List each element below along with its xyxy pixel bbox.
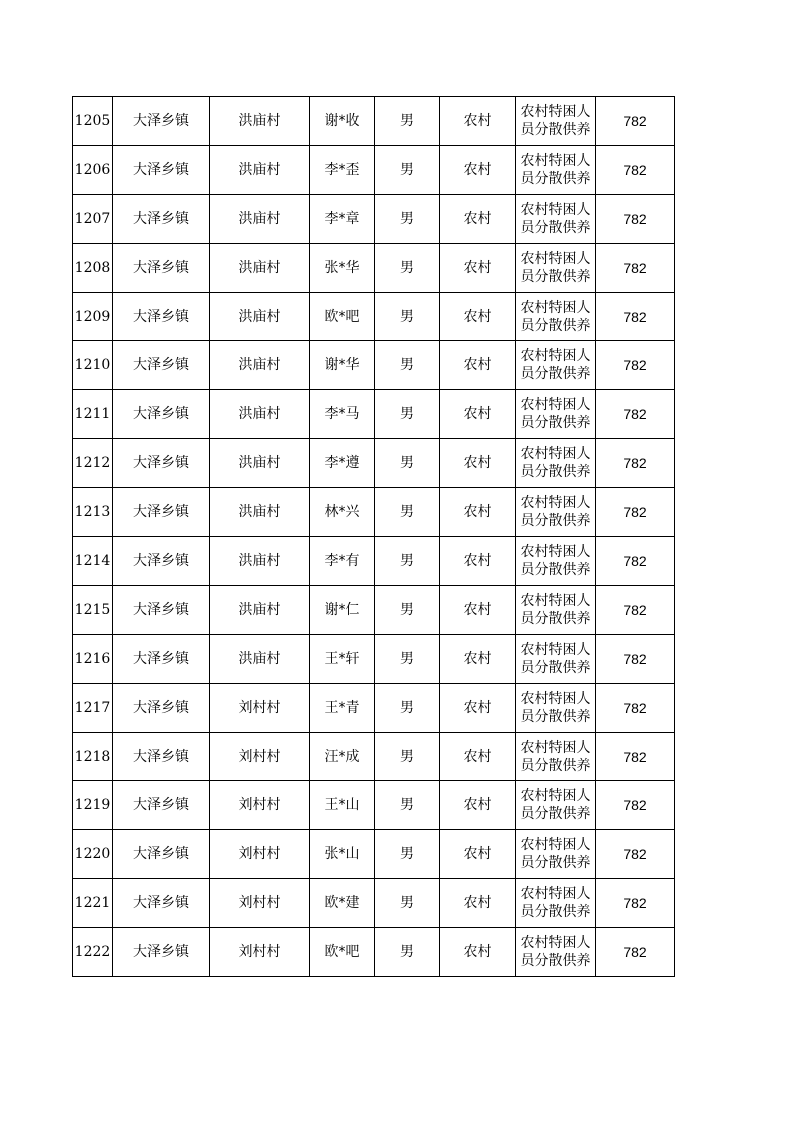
area-type-cell: 农村 bbox=[440, 781, 516, 830]
assistance-category-cell: 农村特困人员分散供养 bbox=[516, 928, 596, 977]
assistance-category-cell: 农村特困人员分散供养 bbox=[516, 537, 596, 586]
person-name-cell: 王*轩 bbox=[310, 634, 375, 683]
assistance-category-cell: 农村特困人员分散供养 bbox=[516, 390, 596, 439]
assistance-category-cell: 农村特困人员分散供养 bbox=[516, 292, 596, 341]
person-name-cell: 谢*华 bbox=[310, 341, 375, 390]
area-type-cell: 农村 bbox=[440, 194, 516, 243]
amount-cell: 782 bbox=[596, 97, 675, 146]
person-name-cell: 李*有 bbox=[310, 537, 375, 586]
assistance-category-cell: 农村特困人员分散供养 bbox=[516, 879, 596, 928]
township-cell: 大泽乡镇 bbox=[113, 439, 210, 488]
amount-cell: 782 bbox=[596, 683, 675, 732]
serial-number-cell: 1216 bbox=[73, 634, 113, 683]
person-name-cell: 欧*建 bbox=[310, 879, 375, 928]
village-cell: 洪庙村 bbox=[210, 194, 310, 243]
table-row bbox=[73, 390, 675, 439]
gender-cell: 男 bbox=[375, 488, 440, 537]
village-cell: 刘村村 bbox=[210, 928, 310, 977]
table-row bbox=[73, 683, 675, 732]
table-row bbox=[73, 634, 675, 683]
gender-cell: 男 bbox=[375, 781, 440, 830]
person-name-cell: 李*遵 bbox=[310, 439, 375, 488]
area-type-cell: 农村 bbox=[440, 634, 516, 683]
area-type-cell: 农村 bbox=[440, 537, 516, 586]
serial-number-cell: 1208 bbox=[73, 243, 113, 292]
amount-cell: 782 bbox=[596, 879, 675, 928]
person-name-cell: 李*歪 bbox=[310, 145, 375, 194]
person-name-cell: 张*山 bbox=[310, 830, 375, 879]
serial-number-cell: 1209 bbox=[73, 292, 113, 341]
amount-cell: 782 bbox=[596, 390, 675, 439]
amount-cell: 782 bbox=[596, 145, 675, 194]
assistance-category-cell: 农村特困人员分散供养 bbox=[516, 243, 596, 292]
serial-number-cell: 1217 bbox=[73, 683, 113, 732]
gender-cell: 男 bbox=[375, 243, 440, 292]
amount-cell: 782 bbox=[596, 585, 675, 634]
village-cell: 刘村村 bbox=[210, 781, 310, 830]
area-type-cell: 农村 bbox=[440, 830, 516, 879]
person-name-cell: 李*章 bbox=[310, 194, 375, 243]
gender-cell: 男 bbox=[375, 683, 440, 732]
person-name-cell: 欧*吧 bbox=[310, 292, 375, 341]
table-row bbox=[73, 341, 675, 390]
serial-number-cell: 1213 bbox=[73, 488, 113, 537]
area-type-cell: 农村 bbox=[440, 145, 516, 194]
gender-cell: 男 bbox=[375, 830, 440, 879]
table-row bbox=[73, 292, 675, 341]
amount-cell: 782 bbox=[596, 634, 675, 683]
village-cell: 洪庙村 bbox=[210, 145, 310, 194]
township-cell: 大泽乡镇 bbox=[113, 634, 210, 683]
village-cell: 洪庙村 bbox=[210, 97, 310, 146]
person-name-cell: 汪*成 bbox=[310, 732, 375, 781]
amount-cell: 782 bbox=[596, 194, 675, 243]
table-row bbox=[73, 488, 675, 537]
assistance-category-cell: 农村特困人员分散供养 bbox=[516, 683, 596, 732]
area-type-cell: 农村 bbox=[440, 341, 516, 390]
township-cell: 大泽乡镇 bbox=[113, 732, 210, 781]
assistance-category-cell: 农村特困人员分散供养 bbox=[516, 488, 596, 537]
township-cell: 大泽乡镇 bbox=[113, 341, 210, 390]
village-cell: 洪庙村 bbox=[210, 341, 310, 390]
township-cell: 大泽乡镇 bbox=[113, 97, 210, 146]
gender-cell: 男 bbox=[375, 194, 440, 243]
township-cell: 大泽乡镇 bbox=[113, 830, 210, 879]
table-row bbox=[73, 732, 675, 781]
serial-number-cell: 1218 bbox=[73, 732, 113, 781]
area-type-cell: 农村 bbox=[440, 97, 516, 146]
village-cell: 刘村村 bbox=[210, 683, 310, 732]
person-name-cell: 王*山 bbox=[310, 781, 375, 830]
village-cell: 洪庙村 bbox=[210, 243, 310, 292]
assistance-category-cell: 农村特困人员分散供养 bbox=[516, 194, 596, 243]
amount-cell: 782 bbox=[596, 292, 675, 341]
person-name-cell: 欧*吧 bbox=[310, 928, 375, 977]
table-row bbox=[73, 145, 675, 194]
area-type-cell: 农村 bbox=[440, 390, 516, 439]
person-name-cell: 谢*收 bbox=[310, 97, 375, 146]
person-name-cell: 王*青 bbox=[310, 683, 375, 732]
assistance-category-cell: 农村特困人员分散供养 bbox=[516, 145, 596, 194]
area-type-cell: 农村 bbox=[440, 585, 516, 634]
area-type-cell: 农村 bbox=[440, 683, 516, 732]
area-type-cell: 农村 bbox=[440, 488, 516, 537]
village-cell: 洪庙村 bbox=[210, 488, 310, 537]
gender-cell: 男 bbox=[375, 97, 440, 146]
assistance-category-cell: 农村特困人员分散供养 bbox=[516, 732, 596, 781]
serial-number-cell: 1222 bbox=[73, 928, 113, 977]
township-cell: 大泽乡镇 bbox=[113, 194, 210, 243]
amount-cell: 782 bbox=[596, 537, 675, 586]
township-cell: 大泽乡镇 bbox=[113, 879, 210, 928]
assistance-category-cell: 农村特困人员分散供养 bbox=[516, 830, 596, 879]
village-cell: 洪庙村 bbox=[210, 390, 310, 439]
township-cell: 大泽乡镇 bbox=[113, 390, 210, 439]
gender-cell: 男 bbox=[375, 634, 440, 683]
amount-cell: 782 bbox=[596, 732, 675, 781]
gender-cell: 男 bbox=[375, 145, 440, 194]
village-cell: 洪庙村 bbox=[210, 537, 310, 586]
gender-cell: 男 bbox=[375, 292, 440, 341]
township-cell: 大泽乡镇 bbox=[113, 243, 210, 292]
amount-cell: 782 bbox=[596, 928, 675, 977]
gender-cell: 男 bbox=[375, 537, 440, 586]
amount-cell: 782 bbox=[596, 781, 675, 830]
table-row bbox=[73, 97, 675, 146]
assistance-category-cell: 农村特困人员分散供养 bbox=[516, 439, 596, 488]
gender-cell: 男 bbox=[375, 928, 440, 977]
table-row bbox=[73, 194, 675, 243]
village-cell: 洪庙村 bbox=[210, 292, 310, 341]
township-cell: 大泽乡镇 bbox=[113, 585, 210, 634]
area-type-cell: 农村 bbox=[440, 292, 516, 341]
table-row bbox=[73, 928, 675, 977]
serial-number-cell: 1221 bbox=[73, 879, 113, 928]
serial-number-cell: 1214 bbox=[73, 537, 113, 586]
amount-cell: 782 bbox=[596, 439, 675, 488]
amount-cell: 782 bbox=[596, 243, 675, 292]
township-cell: 大泽乡镇 bbox=[113, 292, 210, 341]
serial-number-cell: 1205 bbox=[73, 97, 113, 146]
gender-cell: 男 bbox=[375, 390, 440, 439]
village-cell: 刘村村 bbox=[210, 732, 310, 781]
table-row bbox=[73, 537, 675, 586]
village-cell: 洪庙村 bbox=[210, 439, 310, 488]
serial-number-cell: 1212 bbox=[73, 439, 113, 488]
assistance-category-cell: 农村特困人员分散供养 bbox=[516, 585, 596, 634]
village-cell: 洪庙村 bbox=[210, 585, 310, 634]
assistance-category-cell: 农村特困人员分散供养 bbox=[516, 341, 596, 390]
table-row bbox=[73, 879, 675, 928]
serial-number-cell: 1220 bbox=[73, 830, 113, 879]
assistance-category-cell: 农村特困人员分散供养 bbox=[516, 634, 596, 683]
serial-number-cell: 1210 bbox=[73, 341, 113, 390]
gender-cell: 男 bbox=[375, 341, 440, 390]
gender-cell: 男 bbox=[375, 585, 440, 634]
roster-table bbox=[72, 96, 675, 977]
person-name-cell: 谢*仁 bbox=[310, 585, 375, 634]
village-cell: 刘村村 bbox=[210, 830, 310, 879]
gender-cell: 男 bbox=[375, 439, 440, 488]
serial-number-cell: 1207 bbox=[73, 194, 113, 243]
township-cell: 大泽乡镇 bbox=[113, 145, 210, 194]
person-name-cell: 林*兴 bbox=[310, 488, 375, 537]
gender-cell: 男 bbox=[375, 879, 440, 928]
table-row bbox=[73, 439, 675, 488]
assistance-category-cell: 农村特困人员分散供养 bbox=[516, 97, 596, 146]
township-cell: 大泽乡镇 bbox=[113, 683, 210, 732]
village-cell: 刘村村 bbox=[210, 879, 310, 928]
area-type-cell: 农村 bbox=[440, 439, 516, 488]
township-cell: 大泽乡镇 bbox=[113, 928, 210, 977]
amount-cell: 782 bbox=[596, 341, 675, 390]
table-row bbox=[73, 830, 675, 879]
serial-number-cell: 1215 bbox=[73, 585, 113, 634]
area-type-cell: 农村 bbox=[440, 928, 516, 977]
township-cell: 大泽乡镇 bbox=[113, 781, 210, 830]
township-cell: 大泽乡镇 bbox=[113, 488, 210, 537]
area-type-cell: 农村 bbox=[440, 879, 516, 928]
gender-cell: 男 bbox=[375, 732, 440, 781]
assistance-category-cell: 农村特困人员分散供养 bbox=[516, 781, 596, 830]
amount-cell: 782 bbox=[596, 830, 675, 879]
person-name-cell: 张*华 bbox=[310, 243, 375, 292]
serial-number-cell: 1206 bbox=[73, 145, 113, 194]
area-type-cell: 农村 bbox=[440, 732, 516, 781]
area-type-cell: 农村 bbox=[440, 243, 516, 292]
township-cell: 大泽乡镇 bbox=[113, 537, 210, 586]
table-row bbox=[73, 781, 675, 830]
village-cell: 洪庙村 bbox=[210, 634, 310, 683]
amount-cell: 782 bbox=[596, 488, 675, 537]
serial-number-cell: 1211 bbox=[73, 390, 113, 439]
table-row bbox=[73, 585, 675, 634]
table-row bbox=[73, 243, 675, 292]
serial-number-cell: 1219 bbox=[73, 781, 113, 830]
person-name-cell: 李*马 bbox=[310, 390, 375, 439]
roster-table-body bbox=[73, 97, 675, 977]
